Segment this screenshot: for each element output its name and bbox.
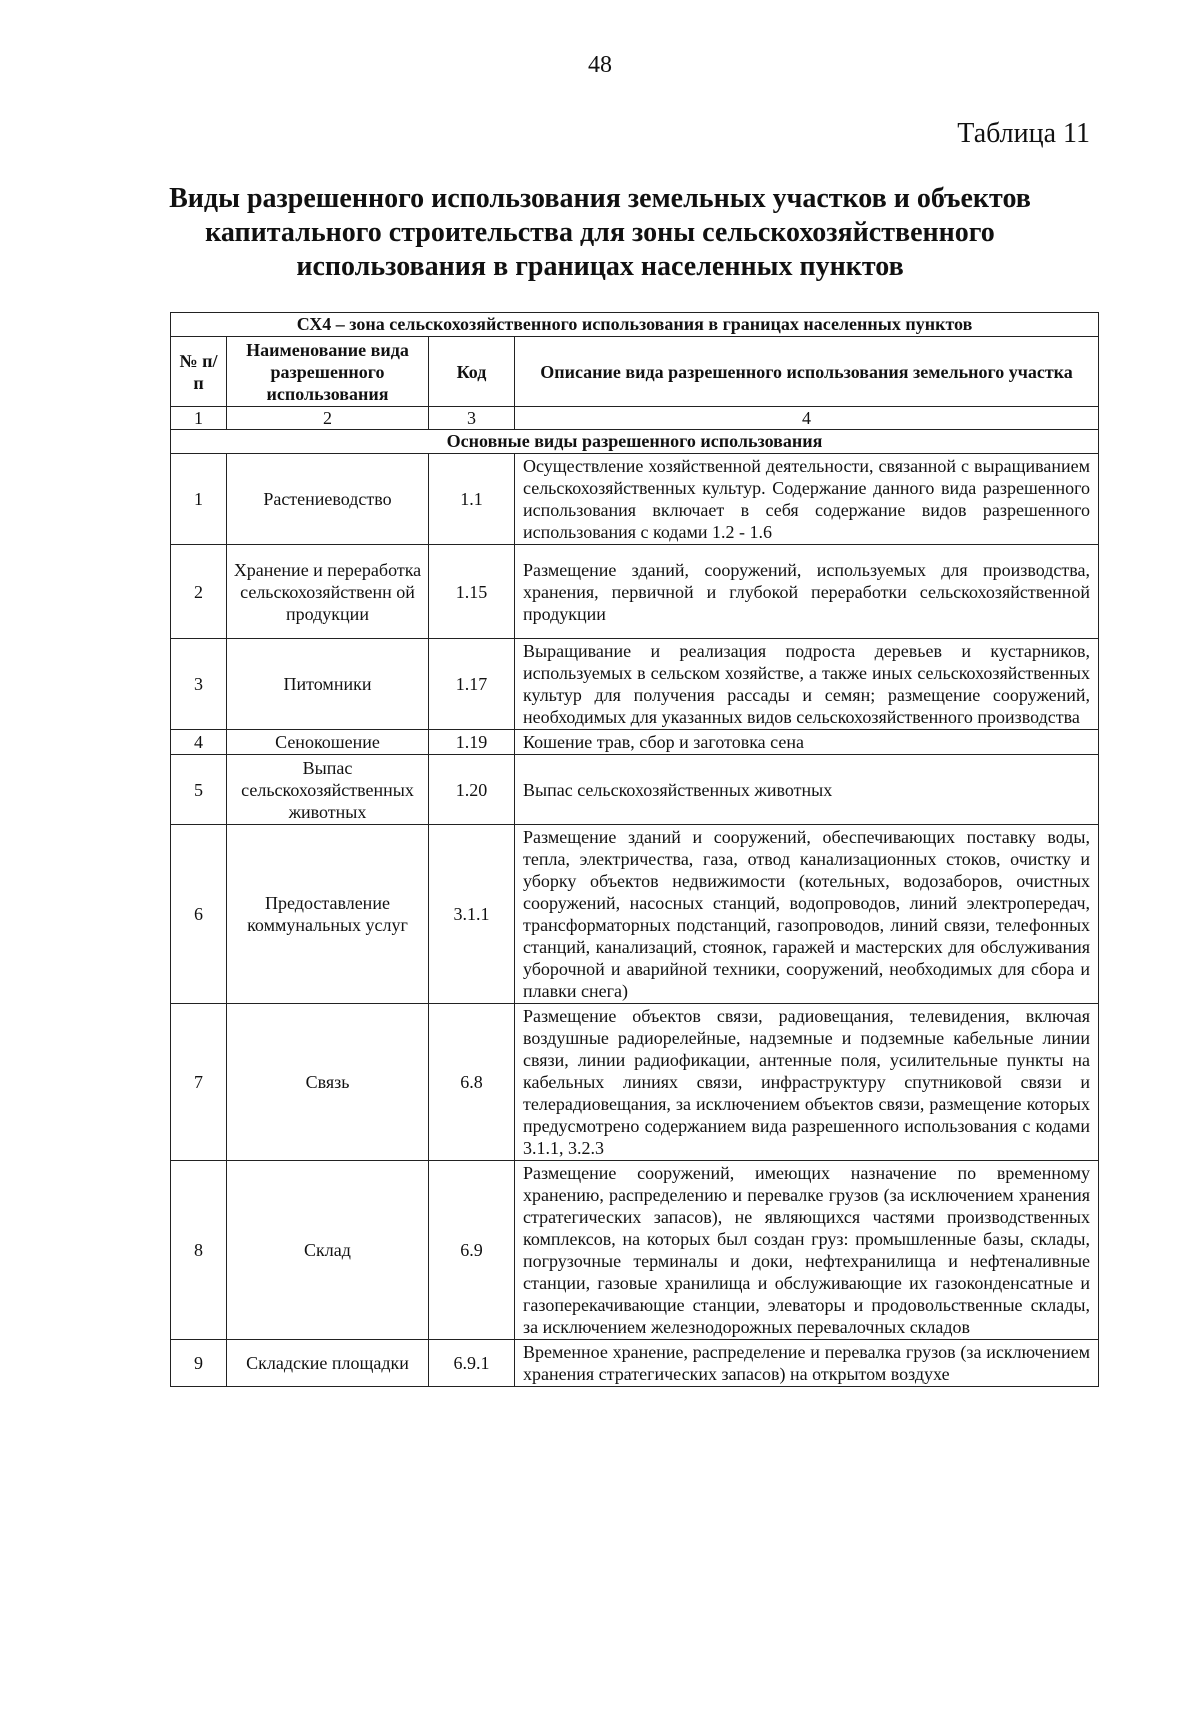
table-row: [171, 755, 1099, 825]
table-row: [171, 545, 1099, 639]
column-number: 1: [171, 407, 227, 430]
zone-header-cell: СХ4 – зона сельскохозяйственного использования в границах населенных пунктов: [171, 313, 1099, 337]
column-number: 4: [515, 407, 1099, 430]
table-row: [171, 825, 1099, 1004]
row-desc: Размещение зданий, сооружений, используемых для производства, хранения, первичной и глубокой переработки сельскохозяйственной продукции: [515, 545, 1099, 639]
table-row: [171, 454, 1099, 545]
table-row: [171, 1161, 1099, 1340]
row-name: Складские площадки: [227, 1340, 429, 1387]
row-code: 6.9: [429, 1161, 515, 1340]
row-code: 6.8: [429, 1004, 515, 1161]
page-number: 48: [588, 52, 612, 78]
row-num: 5: [171, 755, 227, 825]
row-num: 1: [171, 454, 227, 545]
row-name: Выпас сельскохозяйственных животных: [227, 755, 429, 825]
column-header-row: [171, 337, 1099, 407]
table-label: Таблица 11: [957, 118, 1090, 149]
column-number: 2: [227, 407, 429, 430]
row-name: Сенокошение: [227, 730, 429, 755]
row-name: Хранение и переработка сельскохозяйственн ой продукции: [227, 545, 429, 639]
table-row: [171, 1004, 1099, 1161]
permitted-use-table: [170, 312, 1099, 1387]
row-desc: Осуществление хозяйственной деятельности, связанной с выращиванием сельскохозяйственных культур. Содержание данного вида разрешенного использования включает в себя содержание видов разрешенного использования с кодами 1.2 - 1.6: [515, 454, 1099, 545]
row-desc: Выращивание и реализация подроста деревьев и кустарников, используемых в сельском хозяйстве, а также иных сельскохозяйственных культур для получения рассады и семян; размещение сооружений, необходимых для указанных видов сельскохозяйственного производства: [515, 639, 1099, 730]
row-num: 8: [171, 1161, 227, 1340]
row-desc: Временное хранение, распределение и перевалка грузов (за исключением хранения стратегических запасов) на открытом воздухе: [515, 1340, 1099, 1387]
header-code: Код: [429, 337, 515, 407]
row-desc: Выпас сельскохозяйственных животных: [515, 755, 1099, 825]
row-num: 2: [171, 545, 227, 639]
row-desc: Размещение объектов связи, радиовещания, телевидения, включая воздушные радиорелейные, надземные и подземные кабельные линии связи, линии радиофикации, антенные поля, усилительные пункты на кабельных линиях связи, инфраструктуру спутниковой связи и телерадиовещания, за исключением объектов связи, размещение которых предусмотрено содержанием вида разрешенного использования с кодами 3.1.1, 3.2.3: [515, 1004, 1099, 1161]
row-name: Склад: [227, 1161, 429, 1340]
row-num: 4: [171, 730, 227, 755]
table-body: [171, 313, 1099, 1387]
section-header-row: [171, 430, 1099, 454]
row-code: 1.19: [429, 730, 515, 755]
row-code: 1.17: [429, 639, 515, 730]
column-number-row: [171, 407, 1099, 430]
row-num: 3: [171, 639, 227, 730]
column-number: 3: [429, 407, 515, 430]
section-header-cell: Основные виды разрешенного использования: [171, 430, 1099, 454]
row-desc: Кошение трав, сбор и заготовка сена: [515, 730, 1099, 755]
table-row: [171, 1340, 1099, 1387]
document-title: Виды разрешенного использования земельных участков и объектов капитального строительства для зоны сельскохозяйственного использования в границах населенных пунктов: [169, 183, 1031, 282]
row-num: 7: [171, 1004, 227, 1161]
header-name: Наименование вида разрешенного использования: [227, 337, 429, 407]
row-name: Растениеводство: [227, 454, 429, 545]
row-desc: Размещение зданий и сооружений, обеспечивающих поставку воды, тепла, электричества, газа, отвод канализационных стоков, очистку и уборку объектов недвижимости (котельных, водозаборов, очистных сооружений, насосных станций, водопроводов, линий электропередач, трансформаторных подстанций, газопроводов, линий связи, телефонных станций, канализаций, стоянок, гаражей и мастерских для обслуживания уборочной и аварийной техники, сооружений, необходимых для сбора и плавки снега): [515, 825, 1099, 1004]
row-name: Предоставление коммунальных услуг: [227, 825, 429, 1004]
table-row: [171, 730, 1099, 755]
row-code: 1.15: [429, 545, 515, 639]
row-code: 3.1.1: [429, 825, 515, 1004]
row-code: 1.20: [429, 755, 515, 825]
header-desc: Описание вида разрешенного использования земельного участка: [515, 337, 1099, 407]
table-row: [171, 639, 1099, 730]
row-desc: Размещение сооружений, имеющих назначение по временному хранению, распределению и перевалке грузов (за исключением хранения стратегических запасов), не являющихся частями производственных комплексов, на которых был создан груз: промышленные базы, склады, погрузочные терминалы и доки, нефтехранилища и нефтеналивные станции, газовые хранилища и обслуживающие их газоконденсатные и газоперекачивающие станции, элеваторы и продовольственные склады, за исключением железнодорожных перевалочных складов: [515, 1161, 1099, 1340]
row-num: 9: [171, 1340, 227, 1387]
row-name: Питомники: [227, 639, 429, 730]
zone-header-row: [171, 313, 1099, 337]
row-num: 6: [171, 825, 227, 1004]
header-num: № п/п: [171, 337, 227, 407]
row-code: 1.1: [429, 454, 515, 545]
row-name: Связь: [227, 1004, 429, 1161]
row-code: 6.9.1: [429, 1340, 515, 1387]
